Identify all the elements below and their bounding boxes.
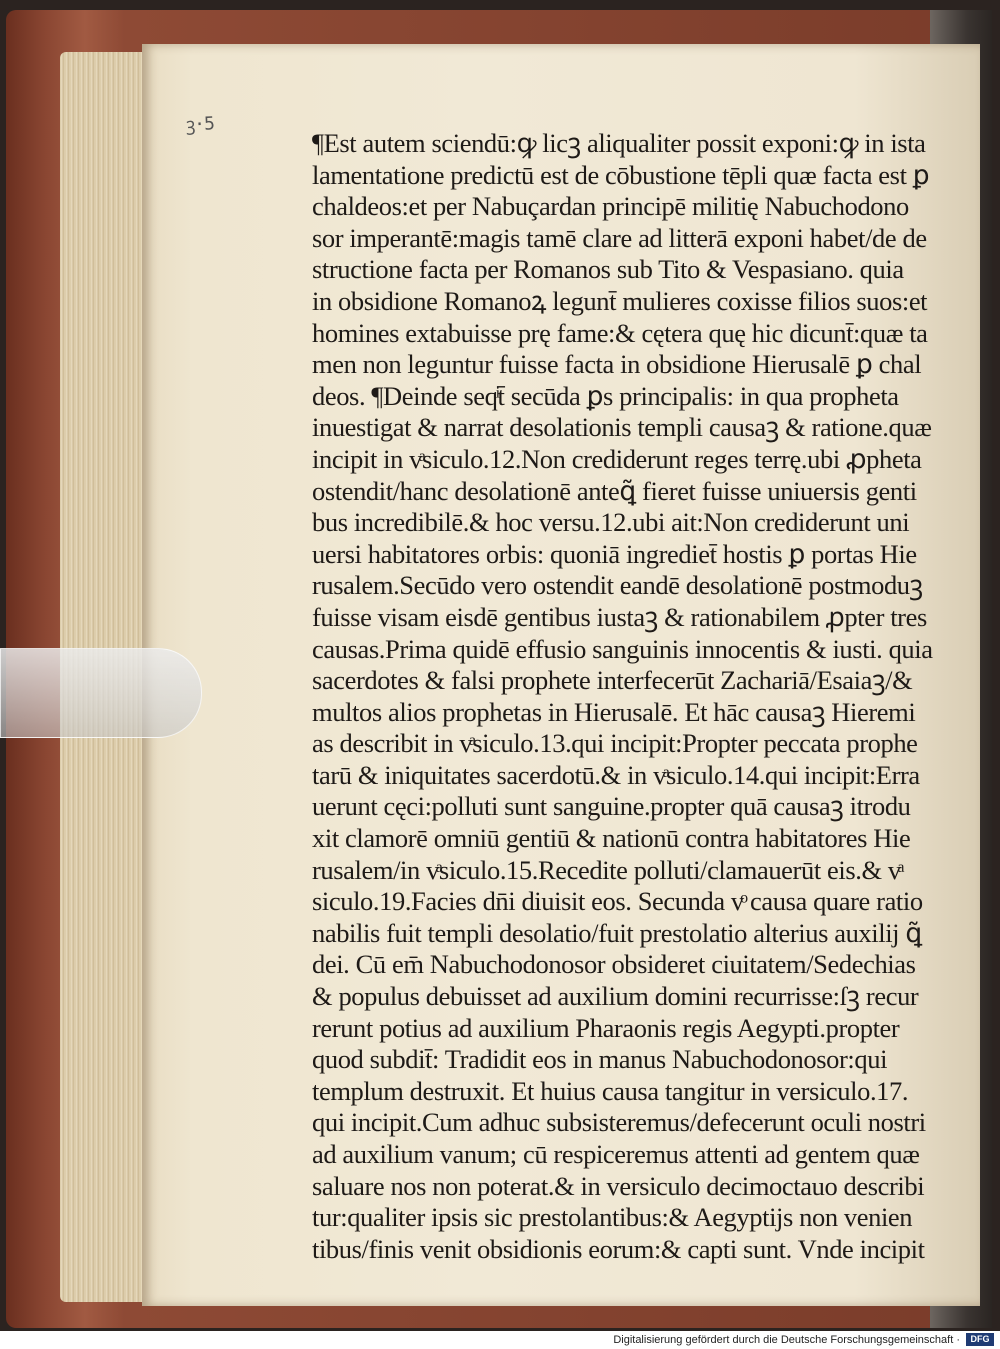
text-line: homines extabuisse prę fame:& cętera quę hic dicunt̄:quæ ta bbox=[312, 317, 928, 348]
text-line: siculo.19.Facies dn̄i diuisit eos. Secunda vͦ causa quare ratio bbox=[312, 886, 923, 917]
text-line: templum destruxit. Et huius causa tangitur in versiculo.17. bbox=[312, 1075, 909, 1106]
text-line: dei. Cū em̄ Nabuchodonosor obsideret ciuitatem/Sedechias bbox=[312, 949, 916, 980]
text-line: ostendit/hanc desolationē anteꝗ̃ fieret fuisse uniuersis genti bbox=[312, 475, 917, 506]
text-line: rerunt potius ad auxilium Pharaonis regis Aegypti.propter bbox=[312, 1012, 900, 1043]
text-line: nabilis fuit templi desolatio/fuit prestolatio alterius auxilij ꝗ̃ bbox=[312, 917, 922, 948]
text-line: xit clamorē omniū gentiū & nationū contra habitatores Hie bbox=[312, 823, 911, 854]
text-line: fuisse visam eisdē gentibus iustaꝫ & rationabilem ꝓpter tres bbox=[312, 601, 927, 632]
footer-credit: Digitalisierung gefördert durch die Deutsche Forschungsgemeinschaft · bbox=[613, 1334, 960, 1346]
text-line: sacerdotes & falsi prophete interfecerūt Zachariā/Esaiaꝫ/& bbox=[312, 665, 913, 696]
text-line: lamentatione predictū est de cōbustione tēpli quæ facta est ꝑ bbox=[312, 159, 930, 190]
text-line: rusalem/in vͣsiculo.15.Recedite polluti/clamauerūt eis.& vͣ bbox=[312, 854, 901, 885]
text-line: tarū & iniquitates sacerdotū.& in vͣsiculo.14.qui incipit:Erra bbox=[312, 759, 920, 790]
text-line: multos alios prophetas in Hierusalē. Et hāc causaꝫ Hieremi bbox=[312, 696, 916, 727]
text-line: tur:qualiter ipsis sic prestolantibus:& Aegyptijs non venien bbox=[312, 1202, 913, 1233]
text-line: as describit in vͣsiculo.13.qui incipit:Propter peccata prophe bbox=[312, 728, 918, 759]
text-line: uerunt cęci:polluti sunt sanguine.propter quā causaꝫ itrodu bbox=[312, 791, 911, 822]
text-line: saluare nos non poterat.& in versiculo decimoctauo describi bbox=[312, 1170, 925, 1201]
text-line: & populus debuisset ad auxilium domini recurrisse:ſꝫ recur bbox=[312, 981, 919, 1012]
margin-pencil-mark: ꝫ·5 bbox=[185, 113, 215, 136]
text-line: qui incipit.Cum adhuc subsisteremus/defecerunt oculi nostri bbox=[312, 1107, 926, 1138]
text-line: structione facta per Romanos sub Tito & Vespasiano. quia bbox=[312, 254, 904, 285]
text-line: chaldeos:et per Nabuçardan principē militię Nabuchodono bbox=[312, 191, 909, 222]
text-line: men non leguntur fuisse facta in obsidione Hierusalē ꝑ chal bbox=[312, 349, 922, 380]
text-line: tibus/finis venit obsidionis eorum:& capti sunt. Vnde incipit bbox=[312, 1233, 925, 1264]
text-line: uersi habitatores orbis: quoniā ingrediet̄ hostis ꝑ portas Hie bbox=[312, 538, 917, 569]
text-line: quod subdit̄: Tradidit eos in manus Nabuchodonosor:qui bbox=[312, 1044, 888, 1075]
dfg-logo: DFG bbox=[966, 1333, 994, 1346]
text-line: sor imperantē:magis tamē clare ad litterā exponi habet/de de bbox=[312, 222, 927, 253]
text-line: ad auxilium vanum; cū respiceremus attenti ad gentem quæ bbox=[312, 1139, 920, 1169]
text-line: causas.Prima quidē effusio sanguinis innocentis & iusti. quia bbox=[312, 633, 933, 664]
page-text bbox=[312, 128, 942, 1265]
page-clip bbox=[0, 648, 202, 738]
text-line: rusalem.Secūdo vero ostendit eandē desolationē postmoduꝫ bbox=[312, 570, 923, 601]
text-line: deos. ¶Deinde seqͥt̄ secūda ꝑs principalis: in qua propheta bbox=[312, 380, 899, 411]
text-line: in obsidione Romanoꝝ legunt̄ mulieres coxisse filios suos:et bbox=[312, 285, 928, 316]
text-line: ¶Est autem sciendū:ꝙ licꝫ aliqualiter possit exponi:ꝙ in ista bbox=[312, 128, 926, 158]
text-line: incipit in vͣsiculo.12.Non crediderunt reges terrę.ubi ꝓpheta bbox=[312, 443, 922, 474]
text-line: bus incredibilē.& hoc versu.12.ubi ait:Non crediderunt uni bbox=[312, 507, 910, 538]
text-line: inuestigat & narrat desolationis templi causaꝫ & ratione.quæ bbox=[312, 412, 932, 443]
